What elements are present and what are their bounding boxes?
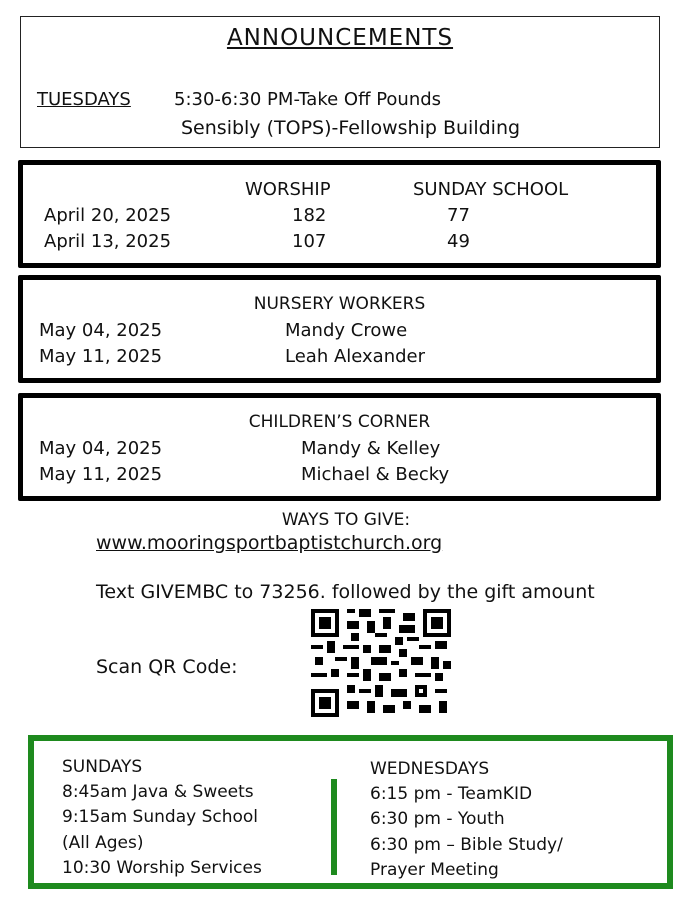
sunday-school-count: 49 xyxy=(447,231,470,252)
childrens-corner-title: CHILDREN’S CORNER xyxy=(248,412,431,432)
scan-qr-label: Scan QR Code: xyxy=(96,656,238,678)
wednesdays-title: WEDNESDAYS xyxy=(370,759,490,779)
worship-count: 182 xyxy=(292,205,327,226)
announcement-line-2: Sensibly (TOPS)-Fellowship Building xyxy=(181,117,521,139)
church-website-link[interactable]: www.mooringsportbaptistchurch.org xyxy=(96,532,443,554)
sunday-item: 10:30 Worship Services xyxy=(62,858,262,878)
attendance-date: April 20, 2025 xyxy=(44,205,172,226)
childrens-worker: Mandy & Kelley xyxy=(301,438,441,459)
announcement-line-1: 5:30-6:30 PM-Take Off Pounds xyxy=(174,89,442,110)
wednesday-item: 6:30 pm - Youth xyxy=(370,809,505,829)
attendance-date: April 13, 2025 xyxy=(44,231,172,252)
attendance-box xyxy=(18,160,661,268)
worship-header: WORSHIP xyxy=(245,179,331,200)
ways-to-give-title: WAYS TO GIVE: xyxy=(281,510,411,530)
sunday-school-count: 77 xyxy=(447,205,470,226)
sunday-school-header: SUNDAY SCHOOL xyxy=(413,179,569,200)
announcements-box xyxy=(20,16,660,148)
wednesday-item: Prayer Meeting xyxy=(370,860,499,880)
wednesday-item: 6:15 pm - TeamKID xyxy=(370,784,533,804)
nursery-date: May 11, 2025 xyxy=(39,346,163,367)
sunday-item: 9:15am Sunday School xyxy=(62,807,259,827)
childrens-date: May 04, 2025 xyxy=(39,438,163,459)
worship-count: 107 xyxy=(292,231,327,252)
childrens-worker: Michael & Becky xyxy=(301,464,450,485)
nursery-worker: Mandy Crowe xyxy=(285,320,408,341)
sunday-item: 8:45am Java & Sweets xyxy=(62,782,254,802)
weekly-schedule-box xyxy=(28,735,673,889)
nursery-title: NURSERY WORKERS xyxy=(253,294,426,314)
childrens-corner-box xyxy=(18,393,661,501)
nursery-worker: Leah Alexander xyxy=(285,346,426,367)
wednesday-item: 6:30 pm – Bible Study/ xyxy=(370,835,563,855)
childrens-date: May 11, 2025 xyxy=(39,464,163,485)
schedule-divider xyxy=(331,779,337,875)
sunday-item: (All Ages) xyxy=(62,833,144,853)
text-to-give: Text GIVEMBC to 73256. followed by the gift amount xyxy=(96,581,595,603)
nursery-date: May 04, 2025 xyxy=(39,320,163,341)
announcement-day: TUESDAYS xyxy=(37,89,131,110)
nursery-workers-box xyxy=(18,275,661,383)
announcements-title: ANNOUNCEMENTS xyxy=(226,25,454,51)
qr-code-icon[interactable] xyxy=(311,609,451,717)
sundays-title: SUNDAYS xyxy=(62,757,143,777)
